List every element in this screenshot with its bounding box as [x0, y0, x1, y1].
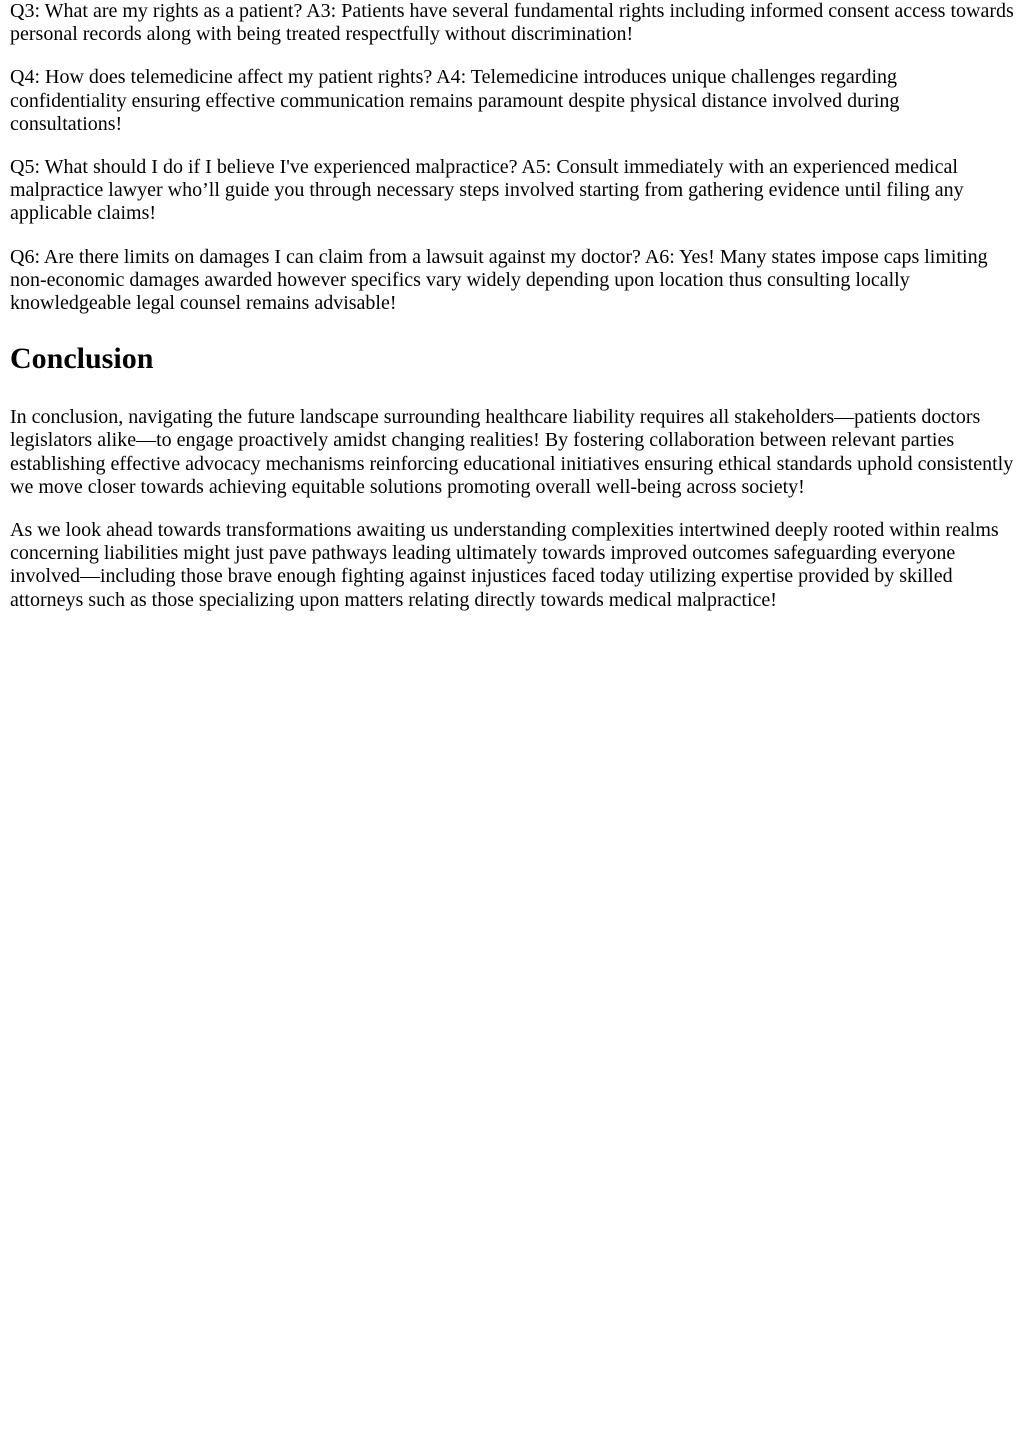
conclusion-heading: Conclusion — [10, 342, 154, 376]
faq-item-q3: Q3: What are my rights as a patient? A3: Patients have several fundamental rights including informed consent access towards personal records along with being treated respectfully without discrimination! — [10, 0, 1014, 46]
conclusion-paragraph-2: As we look ahead towards transformations awaiting us understanding complexities intertwined deeply rooted within realms concerning liabilities might just pave pathways leading ultimately towards improved outcomes safeguarding everyone involved—including those brave enough fighting against injustices faced today utilizing expertise provided by skilled attorneys such as those specializing upon matters relating directly towards medical malpractice! — [10, 519, 999, 611]
conclusion-paragraph-1: In conclusion, navigating the future landscape surrounding healthcare liability requires all stakeholders—patients doctors legislators alike—to engage proactively amidst changing realities! By fostering collaboration between relevant parties establishing effective advocacy mechanisms reinforcing educational initiatives ensuring ethical standards uphold consistently we move closer towards achieving equitable solutions promoting overall well-being across society! — [10, 406, 1014, 498]
faq-item-q4: Q4: How does telemedicine affect my patient rights? A4: Telemedicine introduces unique challenges regarding confidentiality ensuring effective communication remains paramount despite physical distance involved during consultations! — [10, 66, 900, 135]
faq-item-q6: Q6: Are there limits on damages I can claim from a lawsuit against my doctor? A6: Yes! Many states impose caps limiting non-economic damages awarded however specifics vary widely depending upon location thus consulting locally knowledgeable legal counsel remains advisable! — [10, 245, 988, 315]
faq-item-q5: Q5: What should I do if I believe I've experienced malpractice? A5: Consult immediately with an experienced medical malpractice lawyer who’ll guide you through necessary steps involved starting from gathering evidence until filing any applicable claims! — [10, 156, 964, 225]
article-body — [0, 0, 1024, 612]
